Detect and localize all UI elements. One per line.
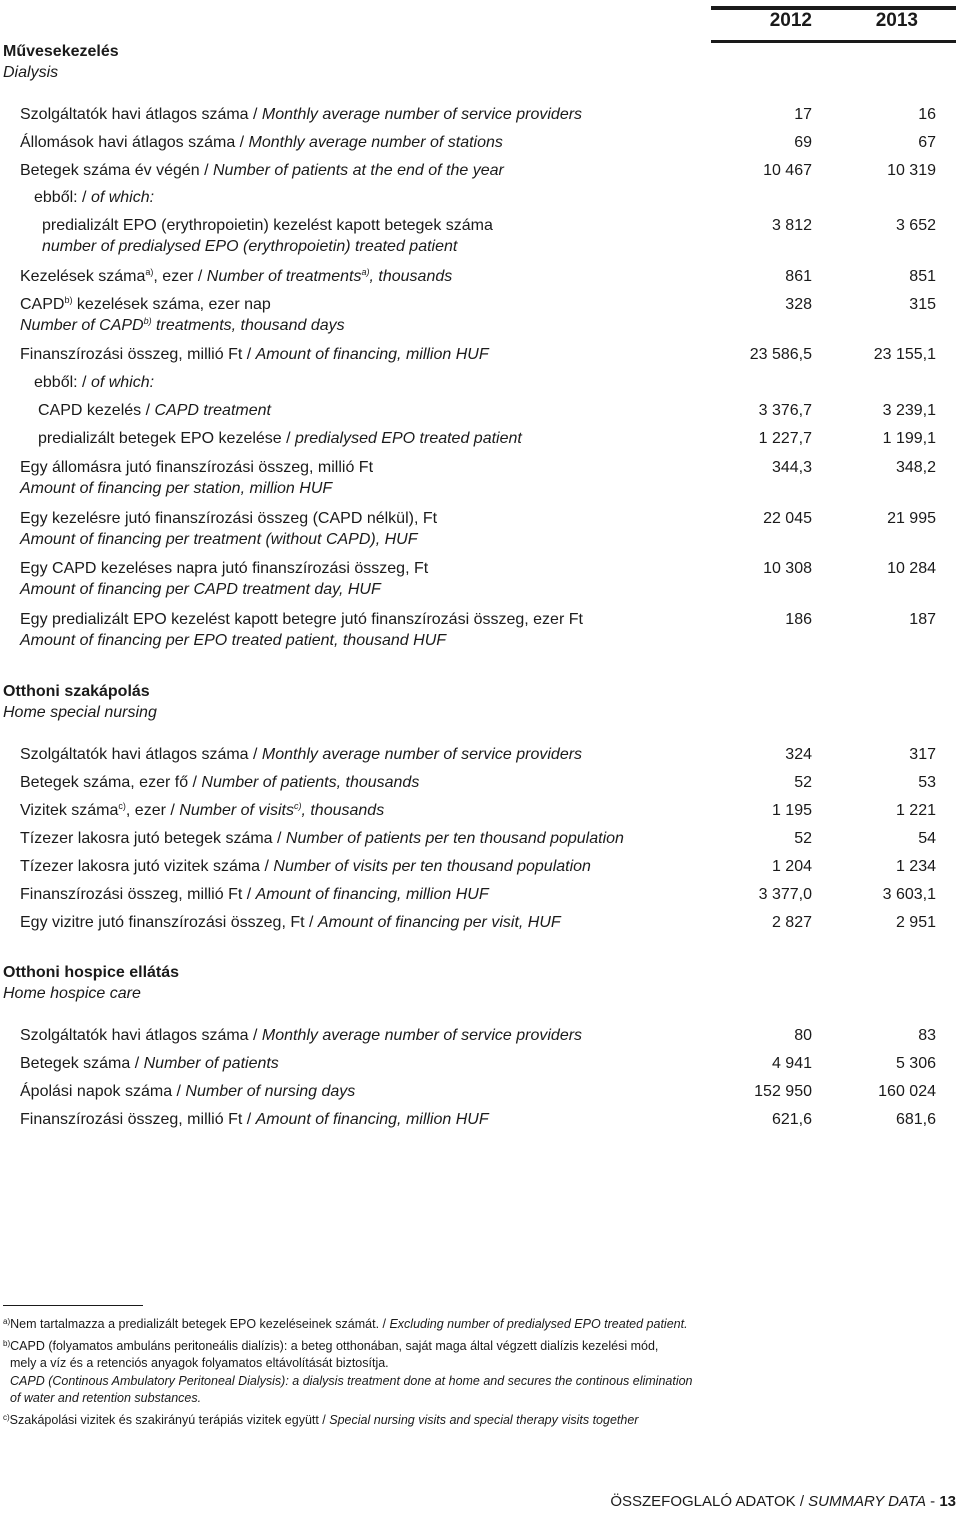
value-2012: 1 204 (771, 858, 812, 875)
hospice-section-subtitle: Home hospice care (3, 985, 141, 1002)
row-label-hu: Betegek száma / (20, 1055, 144, 1072)
value-2013: 3 239,1 (882, 402, 936, 419)
value-2012: 69 (794, 134, 812, 151)
year-2012-header: 2012 (769, 10, 812, 31)
footnote-mark: a) (145, 267, 154, 277)
value-2013: 3 603,1 (882, 886, 936, 903)
value-2013: 681,6 (895, 1111, 936, 1128)
home-nursing-section-subtitle: Home special nursing (3, 704, 157, 721)
row-label-en: Monthly average number of stations (248, 134, 503, 151)
footer-text-en: SUMMARY DATA (808, 1493, 926, 1510)
row-label-hu: Állomások havi átlagos száma / (20, 134, 249, 151)
value-2013: 348,2 (895, 459, 936, 476)
value-2013: 23 155,1 (873, 346, 936, 363)
row-label-hu: Egy vizitre jutó finanszírozási összeg, Ft / (20, 914, 318, 931)
value-2012: 3 377,0 (758, 886, 812, 903)
row-label-hu: Egy predializált EPO kezelést kapott betegre jutó finanszírozási összeg, ezer Ft (20, 611, 583, 628)
value-2013: 10 319 (887, 162, 936, 179)
row-label-hu: Finanszírozási összeg, millió Ft / (20, 886, 256, 903)
row-label-en: Amount of financing per station, million HUF (20, 480, 333, 497)
value-2013: 83 (918, 1027, 936, 1044)
value-2012: 621,6 (771, 1111, 812, 1128)
row-label-hu: Tízezer lakosra jutó betegek száma / (20, 830, 286, 847)
value-2012: 152 950 (754, 1083, 812, 1100)
dialysis-section-subtitle: Dialysis (3, 64, 59, 81)
footnote-mark: a) (361, 267, 370, 277)
row-label-en: of which: (90, 189, 155, 206)
value-2013: 315 (909, 296, 936, 313)
footnote-text-hu: CAPD (folyamatos ambuláns peritoneális dialízis): a beteg otthonában, saját maga által végzett dialízis kezelési mód, (10, 1339, 659, 1353)
hospice-section-title: Otthoni hospice ellátás (3, 964, 180, 981)
row-label-hu: Vizitek száma (20, 802, 119, 819)
value-2013: 317 (909, 746, 936, 763)
row-label-en: Number of patients at the end of the year (213, 162, 504, 179)
value-2012: 186 (785, 611, 812, 628)
value-2012: 17 (794, 106, 812, 123)
footnote-mark: b) (143, 316, 152, 326)
row-label-hu: Finanszírozási összeg, millió Ft / (20, 346, 256, 363)
row-label-hu: Ápolási napok száma / (20, 1083, 186, 1100)
row-label-hu: Tízezer lakosra jutó vizitek száma / (20, 858, 274, 875)
row-label-en: of which: (90, 374, 155, 391)
value-2012: 23 586,5 (749, 346, 812, 363)
value-2012: 52 (794, 830, 812, 847)
value-2013: 53 (918, 774, 936, 791)
value-2012: 80 (794, 1027, 812, 1044)
row-label-hu: Szolgáltatók havi átlagos száma / (20, 1027, 262, 1044)
row-label-en: Monthly average number of service providers (261, 106, 583, 123)
row-label-en: Number of visits (179, 802, 294, 819)
value-2013: 21 995 (887, 510, 936, 527)
footnote-text-en: Special nursing visits and special therapy visits together (329, 1413, 639, 1427)
row-label-hu: CAPD kezelés / (38, 402, 155, 419)
row-label-en: Amount of financing per EPO treated patient, thousand HUF (20, 632, 447, 649)
footnote-text-hu: Nem tartalmazza a predializált betegek EPO kezeléseinek számát. / (10, 1317, 390, 1331)
row-label-hu: Egy CAPD kezeléses napra jutó finanszírozási összeg, Ft (20, 560, 429, 577)
value-2013: 1 221 (895, 802, 936, 819)
year-2013-header: 2013 (875, 10, 918, 31)
row-label-en: Amount of financing, million HUF (255, 346, 489, 363)
row-label-hu: , ezer / (125, 802, 180, 819)
value-2012: 861 (785, 268, 812, 285)
row-label-hu: , ezer / (153, 268, 207, 285)
footnote-mark: b) (64, 295, 73, 305)
row-label-en: Number of CAPD (20, 317, 144, 334)
footnote-mark: c) (3, 1413, 10, 1422)
row-label-en: , thousands (301, 802, 385, 819)
value-2013: 16 (918, 106, 936, 123)
dialysis-section-title: Művesekezelés (3, 43, 119, 60)
footnote-mark: a) (3, 1317, 11, 1326)
row-label-en: Amount of financing, million HUF (255, 886, 489, 903)
row-label-hu: Betegek száma év végén / (20, 162, 213, 179)
footnote-text-en: Excluding number of predialysed EPO treated patient. (389, 1317, 688, 1331)
footer-separator: - (925, 1493, 940, 1510)
row-label-hu: Szolgáltatók havi átlagos száma / (20, 106, 262, 123)
row-label-en: , thousands (369, 268, 453, 285)
value-2013: 1 234 (895, 858, 936, 875)
row-label-hu: predializált EPO (erythropoietin) kezelést kapott betegek száma (42, 217, 493, 234)
row-label-hu: CAPD (20, 296, 65, 313)
page-number: 13 (939, 1493, 956, 1510)
footnote-b-en-line2: of water and retention substances. (10, 1391, 202, 1405)
row-label-en: Amount of financing per CAPD treatment day, HUF (20, 581, 381, 598)
value-2012: 3 376,7 (758, 402, 812, 419)
value-2013: 1 199,1 (882, 430, 936, 447)
row-label-en: Number of nursing days (185, 1083, 356, 1100)
value-2013: 3 652 (895, 217, 936, 234)
row-label-hu: Egy állomásra jutó finanszírozási összeg, millió Ft (20, 459, 374, 476)
value-2012: 344,3 (771, 459, 812, 476)
value-2013: 54 (918, 830, 936, 847)
value-2012: 22 045 (763, 510, 812, 527)
row-label-hu: Kezelések száma (20, 268, 146, 285)
footnote-b-line2: mely a víz és a retenciós anyagok folyamatos eltávolítását biztosítja. (10, 1356, 389, 1370)
row-label-hu: Egy kezelésre jutó finanszírozási összeg (CAPD nélkül), Ft (20, 510, 438, 527)
row-label-en: Amount of financing, million HUF (255, 1111, 489, 1128)
footnote-c (3, 1412, 638, 1429)
footnote-mark: c) (293, 801, 302, 811)
value-2012: 3 812 (771, 217, 812, 234)
value-2012: 328 (785, 296, 812, 313)
value-2012: 52 (794, 774, 812, 791)
value-2013: 187 (909, 611, 936, 628)
row-label-hu: kezelések száma, ezer nap (72, 296, 271, 313)
row-label-en: treatments, thousand days (151, 317, 345, 334)
row-label-hu: Finanszírozási összeg, millió Ft / (20, 1111, 256, 1128)
row-label-en: Amount of financing per visit, HUF (317, 914, 561, 931)
row-label-en: Number of patients per ten thousand population (285, 830, 624, 847)
row-label-hu: ebből: / (34, 189, 91, 206)
value-2012: 324 (785, 746, 812, 763)
footnote-a (3, 1316, 688, 1333)
row-label-hu: ebből: / (34, 374, 91, 391)
home-nursing-section-title: Otthoni szakápolás (3, 683, 150, 700)
footnote-mark: b) (3, 1339, 11, 1348)
page-footer (610, 1493, 956, 1510)
footer-text-hu: ÖSSZEFOGLALÓ ADATOK / (610, 1493, 809, 1510)
value-2012: 1 227,7 (758, 430, 812, 447)
row-label-en: Monthly average number of service providers (261, 1027, 583, 1044)
value-2013: 67 (918, 134, 936, 151)
value-2013: 851 (909, 268, 936, 285)
row-label-en: Number of patients (143, 1055, 279, 1072)
value-2012: 10 467 (763, 162, 812, 179)
footnote-mark: c) (118, 801, 126, 811)
row-label-en: Number of visits per ten thousand population (273, 858, 591, 875)
row-label-en: Amount of financing per treatment (without CAPD), HUF (20, 531, 418, 548)
row-label-hu: Szolgáltatók havi átlagos száma / (20, 746, 262, 763)
value-2013: 160 024 (878, 1083, 936, 1100)
footnote-text-hu: Szakápolási vizitek és szakirányú terápiás vizitek együtt / (9, 1413, 330, 1427)
row-label-en: Monthly average number of service providers (261, 746, 583, 763)
value-2013: 5 306 (895, 1055, 936, 1072)
row-label-en: number of predialysed EPO (erythropoietin) treated patient (42, 238, 458, 255)
row-label-hu: predializált betegek EPO kezelése / (38, 430, 296, 447)
row-label-en: Number of treatments (206, 268, 362, 285)
value-2013: 2 951 (895, 914, 936, 931)
value-2012: 10 308 (763, 560, 812, 577)
value-2013: 10 284 (887, 560, 936, 577)
row-label-en: CAPD treatment (154, 402, 271, 419)
value-2012: 2 827 (771, 914, 812, 931)
row-label-en: predialysed EPO treated patient (295, 430, 522, 447)
footnote-divider (3, 1305, 143, 1306)
footnote-b (3, 1338, 658, 1355)
row-label-hu: Betegek száma, ezer fő / (20, 774, 202, 791)
value-2012: 4 941 (771, 1055, 812, 1072)
value-2012: 1 195 (771, 802, 812, 819)
footnote-b-en-line1: CAPD (Continous Ambulatory Peritoneal Dialysis): a dialysis treatment done at home and secures the continous elimination (10, 1374, 693, 1388)
row-label-en: Number of patients, thousands (201, 774, 420, 791)
